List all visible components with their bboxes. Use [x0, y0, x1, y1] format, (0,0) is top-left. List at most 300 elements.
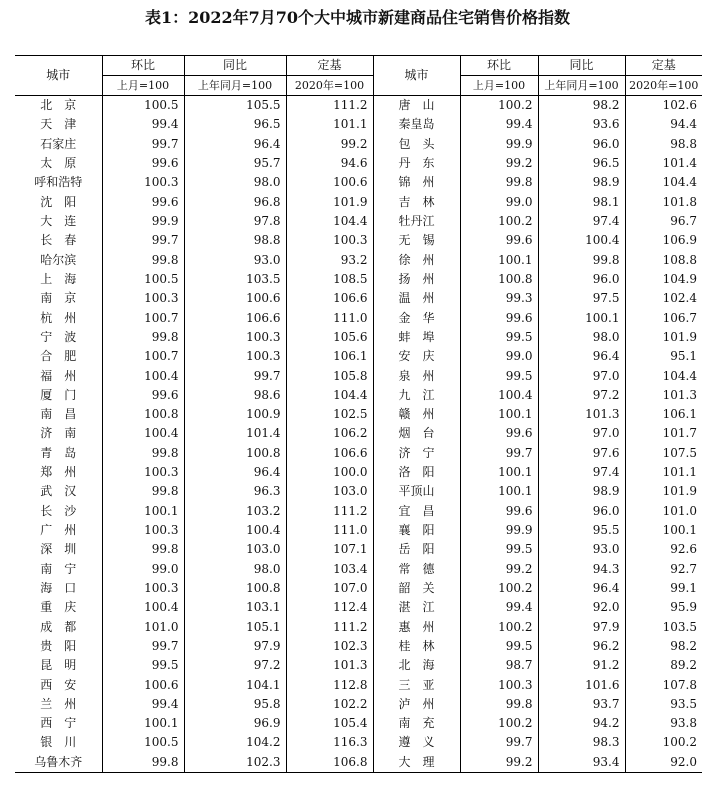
cell-left-mom: 99.8 [102, 753, 184, 773]
cell-right-fixed: 101.8 [625, 193, 702, 212]
cell-left-fixed: 107.1 [286, 540, 373, 559]
cell-left-yoy: 103.2 [184, 502, 286, 521]
cell-left-fixed: 111.0 [286, 308, 373, 327]
cell-right-fixed: 106.9 [625, 231, 702, 250]
table-row [15, 193, 702, 212]
cell-left-mom: 99.0 [102, 560, 184, 579]
cell-right-yoy: 97.0 [538, 424, 625, 443]
cell-left-city: 杭 州 [40, 310, 77, 325]
cell-right-city: 泸 州 [373, 695, 460, 714]
cell-right-mom: 99.0 [460, 193, 538, 212]
cell-right-mom: 99.5 [460, 328, 538, 347]
cell-left-yoy: 105.5 [184, 96, 286, 116]
cell-left-fixed: 102.2 [286, 695, 373, 714]
cell-left-mom: 100.3 [102, 463, 184, 482]
cell-right-fixed: 104.4 [625, 366, 702, 385]
cell-right-fixed: 101.1 [625, 463, 702, 482]
cell-left-fixed: 94.6 [286, 154, 373, 173]
table-row [15, 695, 702, 714]
cell-left-city: 呼和浩特 [34, 175, 83, 190]
cell-left-mom: 101.0 [102, 617, 184, 636]
cell-right-city: 平顶山 [373, 482, 460, 501]
cell-left-mom: 99.8 [102, 540, 184, 559]
cell-right-yoy: 96.2 [538, 637, 625, 656]
cell-right-mom: 100.2 [460, 212, 538, 231]
cell-left-city: 北 京 [40, 98, 77, 113]
cell-right-fixed: 98.2 [625, 637, 702, 656]
cell-left-yoy: 97.9 [184, 637, 286, 656]
cell-left-city: 郑 州 [40, 465, 77, 480]
table-row [15, 347, 702, 366]
cell-left-yoy: 96.8 [184, 193, 286, 212]
cell-left-mom: 99.6 [102, 193, 184, 212]
cell-left-yoy: 103.5 [184, 270, 286, 289]
table-row [15, 405, 702, 424]
table-row [15, 424, 702, 443]
cell-left-yoy: 95.8 [184, 695, 286, 714]
cell-right-mom: 99.5 [460, 540, 538, 559]
header-city-left: 城市 [46, 68, 71, 82]
cell-right-mom: 99.8 [460, 173, 538, 192]
cell-left-mom: 100.3 [102, 289, 184, 308]
cell-left-fixed: 111.2 [286, 502, 373, 521]
cell-right-mom: 100.4 [460, 386, 538, 405]
cell-left-yoy: 98.0 [184, 560, 286, 579]
cell-left-yoy: 96.9 [184, 714, 286, 733]
cell-right-yoy: 94.2 [538, 714, 625, 733]
table-row [15, 617, 702, 636]
table-row [15, 560, 702, 579]
cell-left-city: 福 州 [40, 368, 77, 383]
cell-left-yoy: 100.6 [184, 289, 286, 308]
table-row [15, 366, 702, 385]
cell-right-city: 泉 州 [373, 366, 460, 385]
cell-right-fixed: 104.4 [625, 173, 702, 192]
cell-right-fixed: 101.9 [625, 328, 702, 347]
header-yoy-sub-right: 上年同月=100 [538, 76, 625, 96]
table-row [15, 328, 702, 347]
cell-right-city: 常 德 [373, 560, 460, 579]
cell-left-mom: 99.7 [102, 637, 184, 656]
cell-right-fixed: 96.7 [625, 212, 702, 231]
cell-left-city: 合 肥 [40, 349, 77, 364]
cell-left-fixed: 104.4 [286, 212, 373, 231]
cell-right-fixed: 92.0 [625, 753, 702, 773]
cell-right-yoy: 98.9 [538, 173, 625, 192]
cell-left-mom: 99.6 [102, 386, 184, 405]
cell-left-mom: 99.8 [102, 482, 184, 501]
header-fixed-left: 定基 [286, 56, 373, 76]
cell-left-fixed: 112.4 [286, 598, 373, 617]
cell-left-city: 南 昌 [40, 407, 77, 422]
cell-left-mom: 100.3 [102, 579, 184, 598]
cell-right-yoy: 97.6 [538, 444, 625, 463]
cell-right-yoy: 100.4 [538, 231, 625, 250]
cell-right-mom: 100.2 [460, 579, 538, 598]
cell-left-yoy: 96.4 [184, 463, 286, 482]
cell-right-city: 北 海 [373, 656, 460, 675]
cell-left-fixed: 111.2 [286, 96, 373, 116]
cell-right-fixed: 89.2 [625, 656, 702, 675]
cell-left-city: 南 京 [40, 291, 77, 306]
cell-left-fixed: 100.6 [286, 173, 373, 192]
cell-right-city: 洛 阳 [373, 463, 460, 482]
cell-left-fixed: 107.0 [286, 579, 373, 598]
cell-left-mom: 100.5 [102, 96, 184, 116]
table-row [15, 598, 702, 617]
cell-right-yoy: 93.6 [538, 115, 625, 134]
cell-left-fixed: 99.2 [286, 135, 373, 154]
cell-left-city: 石家庄 [40, 136, 77, 151]
table-row [15, 231, 702, 250]
cell-left-mom: 100.1 [102, 714, 184, 733]
cell-left-yoy: 98.8 [184, 231, 286, 250]
cell-left-mom: 100.5 [102, 270, 184, 289]
cell-left-yoy: 96.4 [184, 135, 286, 154]
table-row [15, 637, 702, 656]
table-row [15, 289, 702, 308]
table-row [15, 675, 702, 694]
cell-left-mom: 100.4 [102, 366, 184, 385]
cell-right-fixed: 101.4 [625, 154, 702, 173]
cell-left-mom: 99.9 [102, 212, 184, 231]
header-row-main [15, 56, 702, 76]
cell-left-city: 昆 明 [40, 658, 77, 673]
cell-right-fixed: 93.8 [625, 714, 702, 733]
cell-right-city: 遵 义 [373, 733, 460, 752]
cell-right-fixed: 100.2 [625, 733, 702, 752]
header-fixed-sub-left: 2020年=100 [286, 76, 373, 96]
cell-right-fixed: 102.4 [625, 289, 702, 308]
cell-right-city: 包 头 [373, 135, 460, 154]
cell-left-fixed: 101.9 [286, 193, 373, 212]
header-city-right: 城市 [373, 56, 460, 96]
cell-right-yoy: 101.3 [538, 405, 625, 424]
cell-left-city: 贵 阳 [40, 638, 77, 653]
cell-right-city: 九 江 [373, 386, 460, 405]
header-yoy-sub-left: 上年同月=100 [184, 76, 286, 96]
table-row [15, 714, 702, 733]
table-row [15, 154, 702, 173]
table-row [15, 444, 702, 463]
header-mom-right: 环比 [460, 56, 538, 76]
header-row-sub [15, 76, 702, 96]
cell-right-mom: 100.1 [460, 405, 538, 424]
cell-left-yoy: 104.1 [184, 675, 286, 694]
table-row [15, 270, 702, 289]
cell-left-city: 海 口 [40, 580, 77, 595]
cell-right-yoy: 96.0 [538, 135, 625, 154]
cell-right-yoy: 97.4 [538, 212, 625, 231]
cell-right-city: 惠 州 [373, 617, 460, 636]
cell-left-fixed: 93.2 [286, 251, 373, 270]
table-row [15, 579, 702, 598]
cell-left-mom: 99.7 [102, 231, 184, 250]
cell-right-mom: 100.3 [460, 675, 538, 694]
cell-left-yoy: 98.6 [184, 386, 286, 405]
cell-left-yoy: 100.8 [184, 444, 286, 463]
cell-left-mom: 99.6 [102, 154, 184, 173]
cell-right-city: 湛 江 [373, 598, 460, 617]
cell-left-fixed: 105.6 [286, 328, 373, 347]
cell-right-city: 大 理 [373, 753, 460, 773]
cell-left-mom: 99.7 [102, 135, 184, 154]
cell-left-fixed: 112.8 [286, 675, 373, 694]
cell-right-yoy: 98.2 [538, 96, 625, 116]
cell-left-city: 兰 州 [40, 696, 77, 711]
cell-right-city: 牡丹江 [373, 212, 460, 231]
cell-right-fixed: 100.1 [625, 521, 702, 540]
cell-left-yoy: 102.3 [184, 753, 286, 773]
cell-right-fixed: 101.3 [625, 386, 702, 405]
cell-left-yoy: 100.9 [184, 405, 286, 424]
cell-left-mom: 100.3 [102, 521, 184, 540]
cell-left-city: 南 宁 [40, 561, 77, 576]
cell-right-fixed: 101.0 [625, 502, 702, 521]
cell-right-city: 济 宁 [373, 444, 460, 463]
cell-left-city: 乌鲁木齐 [34, 754, 83, 769]
cell-left-yoy: 99.7 [184, 366, 286, 385]
cell-right-yoy: 98.9 [538, 482, 625, 501]
cell-left-city: 天 津 [40, 117, 77, 132]
cell-right-yoy: 96.5 [538, 154, 625, 173]
cell-right-fixed: 106.7 [625, 308, 702, 327]
cell-left-city: 沈 阳 [40, 194, 77, 209]
cell-left-city: 西 宁 [40, 716, 77, 731]
cell-right-yoy: 93.7 [538, 695, 625, 714]
cell-left-yoy: 95.7 [184, 154, 286, 173]
cell-right-yoy: 94.3 [538, 560, 625, 579]
cell-left-city: 哈尔滨 [40, 252, 77, 267]
cell-left-fixed: 102.3 [286, 637, 373, 656]
cell-right-mom: 99.6 [460, 502, 538, 521]
cell-right-mom: 99.6 [460, 231, 538, 250]
cell-right-mom: 99.0 [460, 347, 538, 366]
cell-right-mom: 99.7 [460, 444, 538, 463]
cell-left-city: 长 春 [40, 233, 77, 248]
cell-left-fixed: 106.8 [286, 753, 373, 773]
table-row [15, 753, 702, 773]
cell-left-city: 上 海 [40, 271, 77, 286]
table-body [15, 96, 702, 773]
cell-right-mom: 99.5 [460, 366, 538, 385]
cell-left-mom: 100.7 [102, 308, 184, 327]
cell-right-yoy: 100.1 [538, 308, 625, 327]
table-title: 表1：2022年7月70个大中城市新建商品住宅销售价格指数 [144, 8, 571, 27]
cell-right-city: 襄 阳 [373, 521, 460, 540]
table-row [15, 135, 702, 154]
cell-right-yoy: 101.6 [538, 675, 625, 694]
cell-right-yoy: 91.2 [538, 656, 625, 675]
cell-left-yoy: 97.8 [184, 212, 286, 231]
cell-right-city: 金 华 [373, 308, 460, 327]
cell-left-yoy: 96.3 [184, 482, 286, 501]
cell-right-city: 扬 州 [373, 270, 460, 289]
table-row [15, 540, 702, 559]
price-index-table [15, 55, 702, 773]
cell-right-yoy: 95.5 [538, 521, 625, 540]
cell-left-city: 长 沙 [40, 503, 77, 518]
header-yoy-left: 同比 [184, 56, 286, 76]
cell-left-yoy: 106.6 [184, 308, 286, 327]
cell-left-city: 银 川 [40, 735, 77, 750]
cell-left-yoy: 104.2 [184, 733, 286, 752]
cell-right-fixed: 92.7 [625, 560, 702, 579]
cell-left-fixed: 116.3 [286, 733, 373, 752]
cell-right-fixed: 95.9 [625, 598, 702, 617]
cell-right-city: 无 锡 [373, 231, 460, 250]
cell-right-city: 锦 州 [373, 173, 460, 192]
cell-right-yoy: 93.0 [538, 540, 625, 559]
cell-left-yoy: 103.0 [184, 540, 286, 559]
cell-right-city: 唐 山 [373, 96, 460, 116]
cell-right-fixed: 99.1 [625, 579, 702, 598]
cell-right-mom: 100.2 [460, 96, 538, 116]
cell-right-yoy: 99.8 [538, 251, 625, 270]
cell-right-yoy: 97.2 [538, 386, 625, 405]
cell-left-mom: 100.8 [102, 405, 184, 424]
cell-left-yoy: 100.8 [184, 579, 286, 598]
cell-left-city: 宁 波 [40, 329, 77, 344]
cell-right-city: 蚌 埠 [373, 328, 460, 347]
cell-left-fixed: 106.1 [286, 347, 373, 366]
cell-right-yoy: 93.4 [538, 753, 625, 773]
table-row [15, 251, 702, 270]
cell-right-yoy: 96.4 [538, 347, 625, 366]
cell-left-fixed: 103.4 [286, 560, 373, 579]
cell-left-fixed: 101.3 [286, 656, 373, 675]
cell-right-fixed: 108.8 [625, 251, 702, 270]
cell-right-mom: 99.4 [460, 598, 538, 617]
cell-right-yoy: 97.9 [538, 617, 625, 636]
table-row [15, 96, 702, 116]
cell-right-fixed: 102.6 [625, 96, 702, 116]
cell-left-fixed: 105.8 [286, 366, 373, 385]
cell-right-fixed: 98.8 [625, 135, 702, 154]
header-fixed-sub-right: 2020年=100 [625, 76, 702, 96]
cell-left-fixed: 106.2 [286, 424, 373, 443]
table-row [15, 308, 702, 327]
cell-right-city: 韶 关 [373, 579, 460, 598]
table-row [15, 482, 702, 501]
cell-right-city: 温 州 [373, 289, 460, 308]
cell-right-yoy: 98.0 [538, 328, 625, 347]
cell-left-mom: 99.8 [102, 444, 184, 463]
table-row [15, 733, 702, 752]
cell-left-city: 重 庆 [40, 600, 77, 615]
cell-left-mom: 99.8 [102, 328, 184, 347]
cell-left-yoy: 96.5 [184, 115, 286, 134]
cell-right-yoy: 96.4 [538, 579, 625, 598]
cell-right-mom: 99.5 [460, 637, 538, 656]
cell-left-fixed: 106.6 [286, 444, 373, 463]
cell-right-mom: 99.9 [460, 135, 538, 154]
cell-right-mom: 100.1 [460, 251, 538, 270]
cell-left-mom: 99.4 [102, 695, 184, 714]
cell-left-mom: 100.4 [102, 598, 184, 617]
cell-left-yoy: 98.0 [184, 173, 286, 192]
table-row [15, 502, 702, 521]
cell-right-mom: 99.2 [460, 753, 538, 773]
cell-right-yoy: 97.4 [538, 463, 625, 482]
cell-right-fixed: 106.1 [625, 405, 702, 424]
cell-left-yoy: 105.1 [184, 617, 286, 636]
cell-left-city: 成 都 [40, 619, 77, 634]
cell-right-fixed: 95.1 [625, 347, 702, 366]
cell-right-city: 安 庆 [373, 347, 460, 366]
cell-right-yoy: 97.0 [538, 366, 625, 385]
cell-right-city: 吉 林 [373, 193, 460, 212]
cell-right-city: 烟 台 [373, 424, 460, 443]
cell-right-city: 桂 林 [373, 637, 460, 656]
table-row [15, 463, 702, 482]
cell-left-city: 济 南 [40, 426, 77, 441]
cell-right-mom: 99.2 [460, 154, 538, 173]
cell-right-yoy: 97.5 [538, 289, 625, 308]
cell-left-fixed: 106.6 [286, 289, 373, 308]
cell-right-fixed: 103.5 [625, 617, 702, 636]
cell-right-city: 岳 阳 [373, 540, 460, 559]
cell-right-mom: 100.1 [460, 482, 538, 501]
cell-right-city: 徐 州 [373, 251, 460, 270]
header-mom-left: 环比 [102, 56, 184, 76]
cell-right-yoy: 98.3 [538, 733, 625, 752]
cell-left-fixed: 105.4 [286, 714, 373, 733]
cell-left-city: 武 汉 [40, 484, 77, 499]
cell-left-fixed: 104.4 [286, 386, 373, 405]
cell-right-yoy: 92.0 [538, 598, 625, 617]
cell-left-mom: 100.6 [102, 675, 184, 694]
cell-left-mom: 99.5 [102, 656, 184, 675]
cell-right-mom: 100.1 [460, 463, 538, 482]
cell-left-city: 大 连 [40, 214, 77, 229]
cell-left-yoy: 97.2 [184, 656, 286, 675]
cell-right-city: 丹 东 [373, 154, 460, 173]
cell-left-yoy: 93.0 [184, 251, 286, 270]
table-row [15, 386, 702, 405]
header-mom-sub-right: 上月=100 [460, 76, 538, 96]
cell-left-city: 青 岛 [40, 445, 77, 460]
cell-right-mom: 100.2 [460, 617, 538, 636]
cell-right-fixed: 92.6 [625, 540, 702, 559]
cell-right-city: 三 亚 [373, 675, 460, 694]
cell-left-mom: 99.8 [102, 251, 184, 270]
cell-right-mom: 100.8 [460, 270, 538, 289]
cell-right-mom: 99.7 [460, 733, 538, 752]
cell-right-mom: 99.3 [460, 289, 538, 308]
cell-left-mom: 100.1 [102, 502, 184, 521]
cell-right-fixed: 104.9 [625, 270, 702, 289]
cell-right-fixed: 101.9 [625, 482, 702, 501]
cell-left-fixed: 103.0 [286, 482, 373, 501]
table-row [15, 173, 702, 192]
cell-left-fixed: 111.0 [286, 521, 373, 540]
cell-left-city: 深 圳 [40, 542, 77, 557]
cell-left-city: 西 安 [40, 677, 77, 692]
cell-left-city: 太 原 [40, 156, 77, 171]
cell-right-fixed: 107.5 [625, 444, 702, 463]
cell-left-fixed: 100.3 [286, 231, 373, 250]
cell-right-mom: 100.2 [460, 714, 538, 733]
cell-right-mom: 98.7 [460, 656, 538, 675]
cell-left-fixed: 102.5 [286, 405, 373, 424]
header-yoy-right: 同比 [538, 56, 625, 76]
table-row [15, 521, 702, 540]
table-row [15, 212, 702, 231]
cell-left-yoy: 100.3 [184, 328, 286, 347]
cell-left-fixed: 101.1 [286, 115, 373, 134]
cell-left-city: 厦 门 [40, 387, 77, 402]
